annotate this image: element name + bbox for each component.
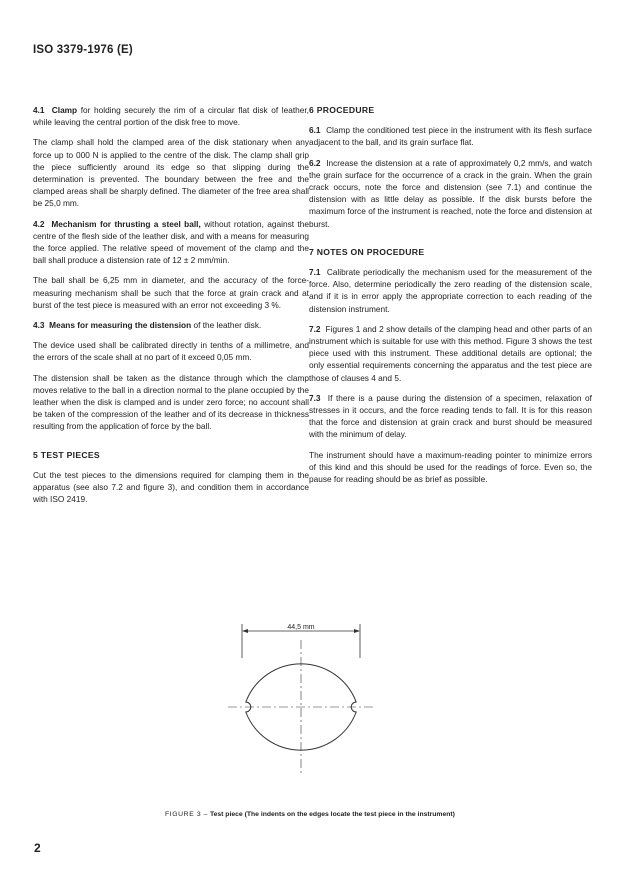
para-4-2: 4.2 Mechanism for thrusting a steel ball, without rotation, against the centre of the flesh side of the leather disk, and with a means for measuring the force applied. The relative speed of movement of the clamp and the ball shall produce a distension rate of 12 ± 2 mm/min. — [33, 218, 309, 266]
para-5: Cut the test pieces to the dimensions required for clamping them in the apparatus (see also 7.2 and figure 3), and condition them in accordance with ISO 2419. — [33, 469, 309, 505]
para-7-1: 7.1 Calibrate periodically the mechanism used for the measurement of the force. Also, determine periodically the zero reading of the distension scale, and if it is in error apply the appropriate correction to each reading of the distension instrument. — [309, 267, 592, 314]
para-4-3: 4.3 Means for measuring the distension of the leather disk. — [33, 320, 262, 331]
para-7-3: 7.3 If there is a pause during the distension of a specimen, relaxation of stresses in it occurs, and the force reading tends to fall. It is for this reason that the force and distension at grain crack and burst should be measured with the minimum of delay. — [309, 392, 592, 440]
dimension-arrow-left — [242, 629, 248, 633]
document-header: ISO 3379-1976 (E) — [33, 44, 133, 56]
dimension-arrow-right — [354, 629, 360, 633]
dimension-label: 44,5 mm — [287, 624, 315, 631]
section-5-heading: 5 TEST PIECES — [33, 449, 100, 460]
para-4-1-b: The clamp shall hold the clamped area of the disk stationary when any force up to 000 N is applied to the centre of the disk. The clamp shall grip the piece sufficiently around its edge so that slipping during the determination is prevented. The boundary between the free and the clamped areas shall be sharply defined. The diameter of the free area shall be 25,0 mm. — [33, 137, 309, 209]
test-piece-figure — [200, 618, 420, 788]
para-7-3-b: The instrument should have a maximum-reading pointer to minimize errors of this kind and this should be used for the readings of force. Even so, the pause for reading should be as brief as possible. — [309, 449, 592, 485]
page-number: 2 — [34, 841, 41, 855]
para-4-2-b: The ball shall be 6,25 mm in diameter, and the accuracy of the force-measuring mechanism shall be such that the force at grain crack and at burst of the test piece is measured with an error not exceeding 3 %. — [33, 275, 309, 310]
left-column — [33, 104, 309, 513]
para-4-1: 4.1 Clamp for holding securely the rim of a circular flat disk of leather, while leaving the central portion of the disk free to move. — [33, 105, 309, 128]
para-4-3-c: The distension shall be taken as the distance through which the clamp moves relative to the ball in a direction normal to the plane occupied by the leather when the disk is clamped and is under zero force; no account shall be taken of the compression of the leather and of its decrease in thickness resulting from the application of force by the ball. — [33, 372, 309, 432]
right-column — [309, 104, 592, 493]
section-7-heading: 7 NOTES ON PROCEDURE — [309, 246, 425, 257]
figure-caption: FIGURE 3 – Test piece (The indents on the edges locate the test piece in the instrument) — [165, 811, 455, 818]
para-6-1: 6.1 Clamp the conditioned test piece in the instrument with its flesh surface adjacent to the ball, and its grain surface flat. — [309, 125, 592, 148]
para-7-2: 7.2 Figures 1 and 2 show details of the clamping head and other parts of an instrument which is suitable for use with this method. Figure 3 shows the test piece used with this instrument. These additional details are optional; the only essential requirements concerning the apparatus and the test piece are those of clauses 4 and 5. — [309, 323, 592, 383]
section-6-heading: 6 PROCEDURE — [309, 105, 375, 115]
para-6-2: 6.2 Increase the distension at a rate of approximately 0,2 mm/s, and watch the grain surface for the occurrence of a crack in the grain. When the grain crack occurs, note the force and distension (see 7.1) and continue the distension with as little delay as possible. If the disk bursts before the maximum force of the instrument is reached, note the force and distension at burst. — [309, 157, 592, 229]
para-4-3-b: The device used shall be calibrated directly in tenths of a millimetre, and the errors of the scale shall at no part of it exceed 0,05 mm. — [33, 340, 309, 363]
